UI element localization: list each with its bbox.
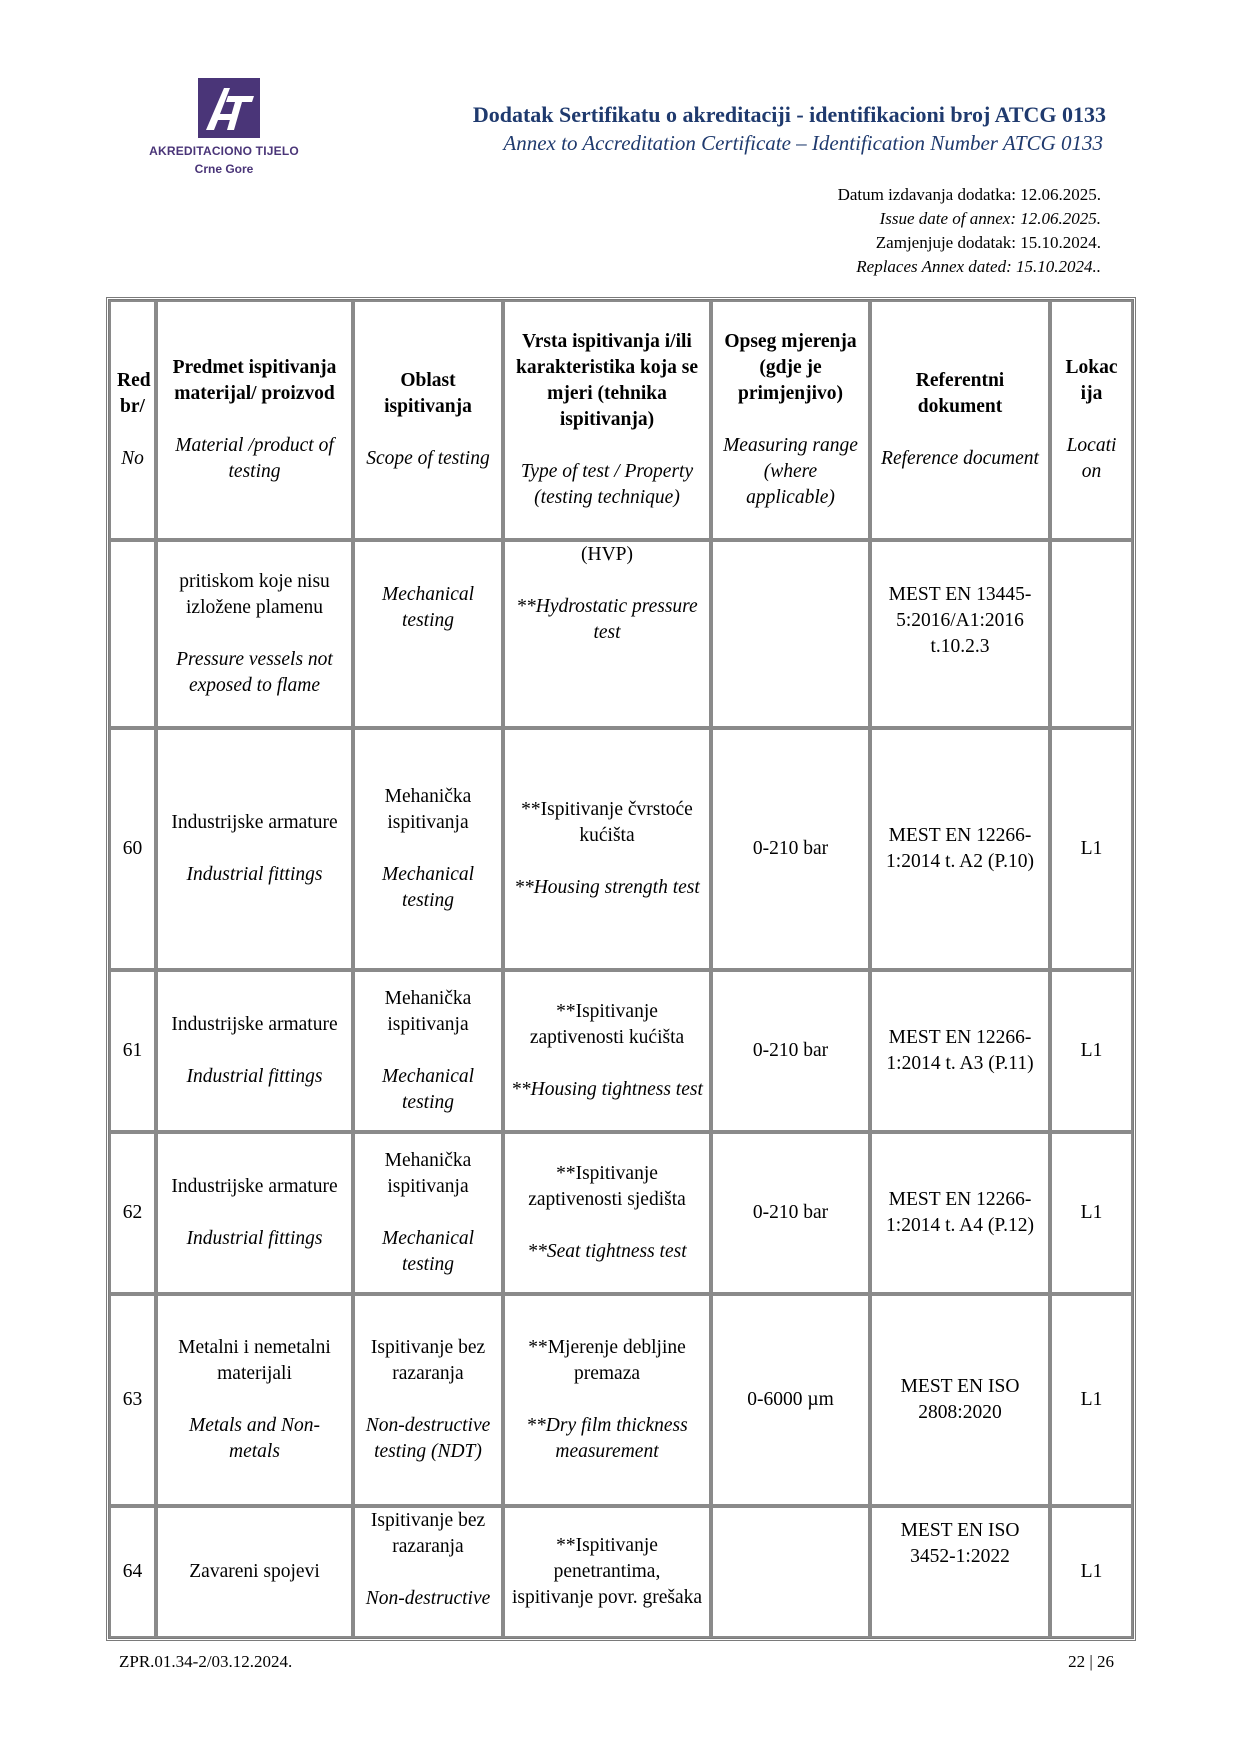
cell-type: **Ispitivanje čvrstoće kućišta **Housing strength test <box>503 728 711 970</box>
cell-material: Industrijske armature Industrial fittings <box>156 728 353 970</box>
document-code: ZPR.01.34-2/03.12.2024. <box>119 1652 293 1671</box>
header-material: Predmet ispitivanja materijal/ proizvod Material /product of testing <box>156 300 353 540</box>
cell-range <box>711 540 870 728</box>
table-row <box>109 1506 1133 1638</box>
table-row <box>109 1132 1133 1294</box>
issue-date-me: Datum izdavanja dodatka: 12.06.2025. <box>837 185 1101 204</box>
cell-scope: Mehanička ispitivanja Mechanical testing <box>353 728 503 970</box>
cell-type: (HVP) **Hydrostatic pressure test <box>503 540 711 728</box>
cell-scope: Ispitivanje bez razaranja Non-destructive testing (NDT) <box>353 1294 503 1506</box>
accreditation-logo-icon <box>198 78 260 138</box>
cell-no <box>109 540 156 728</box>
logo-name: AKREDITACIONO TIJELO <box>149 144 299 158</box>
cell-loc <box>1050 540 1133 728</box>
header-scope: Oblast ispitivanja Scope of testing <box>353 300 503 540</box>
table-row <box>109 540 1133 728</box>
cell-type: **Mjerenje debljine premaza **Dry film thickness measurement <box>503 1294 711 1506</box>
cell-no: 61 <box>109 970 156 1132</box>
cell-material: Industrijske armature Industrial fittings <box>156 970 353 1132</box>
header-no: Red br/ No <box>109 300 156 540</box>
table-row <box>109 970 1133 1132</box>
cell-ref: MEST EN 13445-5:2016/A1:2016 t.10.2.3 <box>870 540 1050 728</box>
cell-no: 60 <box>109 728 156 970</box>
cell-ref: MEST EN 12266-1:2014 t. A4 (P.12) <box>870 1132 1050 1294</box>
issue-date-en: Issue date of annex: 12.06.2025. <box>879 209 1101 228</box>
page-number: 22 | 26 <box>1068 1652 1114 1671</box>
header-range: Opseg mjerenja (gdje je primjenjivo) Measuring range (where applicable) <box>711 300 870 540</box>
cell-type: **Ispitivanje zaptivenosti sjedišta **Seat tightness test <box>503 1132 711 1294</box>
cell-loc: L1 <box>1050 970 1133 1132</box>
cell-range: 0-210 bar <box>711 728 870 970</box>
cell-material: pritiskom koje nisu izložene plamenu Pressure vessels not exposed to flame <box>156 540 353 728</box>
annex-dates <box>838 183 1101 279</box>
cell-scope: Mechanical testing <box>353 540 503 728</box>
logo <box>124 78 324 178</box>
cell-loc: L1 <box>1050 1294 1133 1506</box>
cell-ref: MEST EN 12266-1:2014 t. A2 (P.10) <box>870 728 1050 970</box>
cell-material: Industrijske armature Industrial fittings <box>156 1132 353 1294</box>
cell-scope: Ispitivanje bez razaranja Non-destructive <box>353 1506 503 1638</box>
logo-subtitle: Crne Gore <box>194 162 254 176</box>
cell-ref: MEST EN ISO 2808:2020 <box>870 1294 1050 1506</box>
cell-range <box>711 1506 870 1638</box>
cell-material: Zavareni spojevi <box>156 1506 353 1638</box>
cell-no: 64 <box>109 1506 156 1638</box>
cell-range: 0-6000 µm <box>711 1294 870 1506</box>
accreditation-scope-table <box>106 297 1136 1641</box>
page-title: Dodatak Sertifikatu o akreditaciji - identifikacioni broj ATCG 0133 <box>472 102 1106 127</box>
table-row <box>109 1294 1133 1506</box>
cell-no: 63 <box>109 1294 156 1506</box>
cell-scope: Mehanička ispitivanja Mechanical testing <box>353 1132 503 1294</box>
replaces-date-me: Zamjenjuje dodatak: 15.10.2024. <box>875 233 1101 252</box>
cell-loc: L1 <box>1050 1506 1133 1638</box>
header-ref: Referentni dokument Reference document <box>870 300 1050 540</box>
cell-material: Metalni i nemetalni materijali Metals and Non-metals <box>156 1294 353 1506</box>
cell-loc: L1 <box>1050 1132 1133 1294</box>
cell-loc: L1 <box>1050 728 1133 970</box>
page-subtitle: Annex to Accreditation Certificate – Identification Number ATCG 0133 <box>503 131 1103 155</box>
table-row <box>109 728 1133 970</box>
cell-type: **Ispitivanje zaptivenosti kućišta **Housing tightness test <box>503 970 711 1132</box>
header-type: Vrsta ispitivanja i/ili karakteristika koja se mjeri (tehnika ispitivanja) Type of test / Property (testing technique) <box>503 300 711 540</box>
cell-range: 0-210 bar <box>711 970 870 1132</box>
cell-ref: MEST EN 12266-1:2014 t. A3 (P.11) <box>870 970 1050 1132</box>
header-loc: Lokac ija Locati on <box>1050 300 1133 540</box>
cell-range: 0-210 bar <box>711 1132 870 1294</box>
cell-scope: Mehanička ispitivanja Mechanical testing <box>353 970 503 1132</box>
replaces-date-en: Replaces Annex dated: 15.10.2024.. <box>856 257 1101 276</box>
cell-type: **Ispitivanje penetrantima, ispitivanje povr. grešaka <box>503 1506 711 1638</box>
cell-no: 62 <box>109 1132 156 1294</box>
cell-ref: MEST EN ISO 3452-1:2022 <box>870 1506 1050 1638</box>
table-header-row <box>109 300 1133 540</box>
